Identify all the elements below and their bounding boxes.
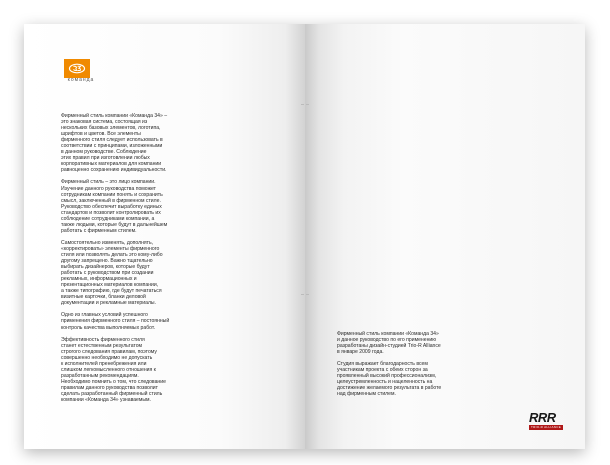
right-page-text	[337, 331, 472, 403]
studio-logo-subtext: TRIO-R ALLIANCE	[530, 425, 561, 429]
page-mark	[306, 294, 309, 295]
paragraph: Одно из главных условий успешного применения фирменного стиля – постоянный контроль качества выполняемых работ.	[61, 312, 170, 331]
studio-logo	[529, 412, 565, 432]
paragraph: Самостоятельно изменять, дополнять, «корректировать» элементы фирменного стиля или позволять делать это кому-либо другому запрещено. Важно тщательно выбирать дизайнеров, которые будут работать с руководством при создании рекламных, информационных и презентационных материалов компании, а также типографию, где будут печататься визитные карточки, бланки деловой документации и рекламные материалы.	[61, 239, 163, 307]
page-mark	[306, 104, 309, 105]
paragraph: Эффективность фирменного стиля станет естественным результатом строгого следования правилам, поэтому совершенно необходимо не допускать к исполнителей пренебрежения или слишком легкомысленного отношения к разработанным рекомендациям. Необходимо помнить о том, что следование правилам данного руководства позволит сделать разработанный фирменный стиль компании «Команда 34» узнаваемым.	[61, 336, 166, 404]
page-mark	[301, 104, 304, 105]
paragraph: Фирменный стиль компании «Команда 34» и данное руководство по его применению разработаны дизайн-студией Trio-R Alliance в январе 2009 года.	[337, 331, 441, 356]
left-page	[24, 24, 305, 449]
komanda-34-logo-icon	[68, 63, 86, 74]
studio-logo-text: RRR	[529, 410, 556, 425]
studio-logo-bar	[529, 425, 563, 430]
page-mark	[301, 294, 304, 295]
paragraph: Студия выражает благодарность всем участникам проекта с обеих сторон за проявленный высокий профессионализм, целеустремленность и нацеленность на достижение желаемого результата в работе над фирменным стилем.	[337, 361, 442, 398]
company-logo	[64, 59, 90, 78]
paragraph: Фирменный стиль – это лицо компании. Изучение данного руководства поможет сотрудникам компании понять и сохранить смысл, заключенный в фирменном стиле. Руководство обеспечит выработку единых стандартов и позволит контролировать их соблюдение сотрудниками компании, а также людьми, которые будут в дальнейшем работать с фирменным стилем.	[61, 179, 168, 234]
paragraph: Фирменный стиль компании «Команда 34» – это знаковая система, состоящая из нескольких базовых элементов, логотипа, шрифтов и цветов. Все элементы фирменного стиля следует использовать в соответствии с принципами, изложенными в данном руководстве. Соблюдение этих правил при изготовлении любых корпоративных материалов для компании равноценно сохранению индивидуальности.	[61, 113, 168, 174]
logo-wordmark: команда	[67, 77, 95, 83]
left-page-text	[61, 113, 191, 409]
right-page	[305, 24, 585, 449]
